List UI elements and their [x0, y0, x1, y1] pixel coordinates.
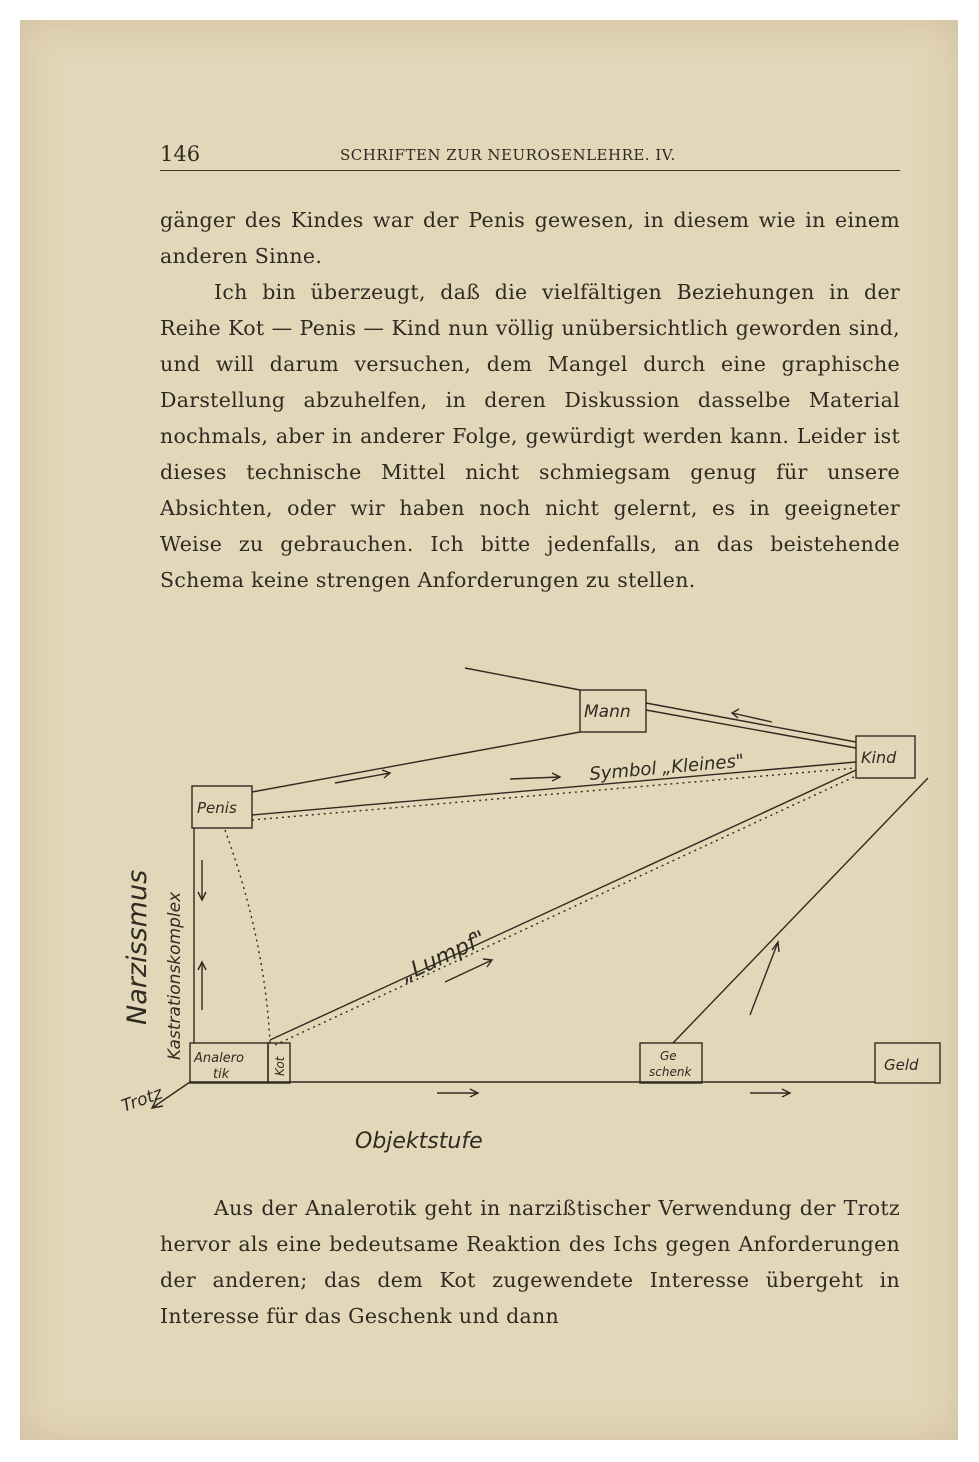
geschenk-kind-line — [673, 778, 928, 1043]
running-title: SCHRIFTEN ZUR NEUROSENLEHRE. IV. — [340, 146, 676, 164]
label-geschenk-1: Ge — [660, 1049, 677, 1063]
label-geschenk-2: schenk — [649, 1065, 692, 1079]
paragraph-3: Aus der Analerotik geht in narzißtischer Verwendung der Trotz hervor als eine bedeutsame Reaktion des Ichs gegen Anforderungen der anderen; das dem Kot zugewendete Interesse übergeht in Interesse für das Geschenk und dann — [160, 1196, 900, 1328]
paragraph-2: Ich bin überzeugt, daß die vielfältigen Beziehungen in der Reihe Kot — Penis — Kind nun völlig unübersichtlich geworden sind, und will darum versuchen, dem Mangel durch eine graphische Darstellung abzuhelfen, in deren Diskussion dasselbe Material nochmals, aber in anderer Folge, gewürdigt werden kann. Leider ist dieses technische Mittel nicht schmiegsam genug für unsere Absichten, oder wir haben noch nicht gelernt, es in geeigneter Weise zu gebrauchen. Ich bitte jedenfalls, an das beistehende Schema keine strengen Anforderungen zu stellen. — [160, 280, 900, 592]
page-number: 146 — [160, 142, 201, 166]
kot-kind-line — [270, 770, 856, 1040]
mann-kind-line-a — [646, 703, 856, 742]
narzissmus-label: Narzissmus — [122, 869, 153, 1025]
symbol-label: Symbol „Kleines" — [588, 750, 745, 785]
objektstufe-label: Objektstufe — [355, 1129, 483, 1154]
lumpf-label: „Lumpf" — [396, 926, 490, 988]
label-kind: Kind — [861, 748, 897, 767]
penis-kot-dotted — [225, 830, 270, 1043]
penis-mann-line — [252, 732, 580, 792]
label-kot: Kot — [273, 1056, 287, 1076]
label-analerotik-2: tik — [213, 1067, 230, 1082]
mann-kind-line-b — [646, 710, 856, 748]
kot-kind-dotted — [275, 776, 856, 1045]
kastrationskomplex-label: Kastrationskomplex — [165, 891, 185, 1060]
label-mann: Mann — [584, 702, 631, 722]
label-penis: Penis — [197, 799, 237, 817]
label-geld: Geld — [884, 1056, 919, 1074]
top-line — [465, 668, 580, 690]
label-analerotik-1: Analero — [194, 1051, 245, 1066]
trotz-label: Trotz — [118, 1083, 166, 1117]
penis-kind-line — [252, 762, 856, 815]
paragraph-1: gänger des Kindes war der Penis gewesen, in diesem wie in einem anderen Sinne. — [160, 208, 900, 268]
